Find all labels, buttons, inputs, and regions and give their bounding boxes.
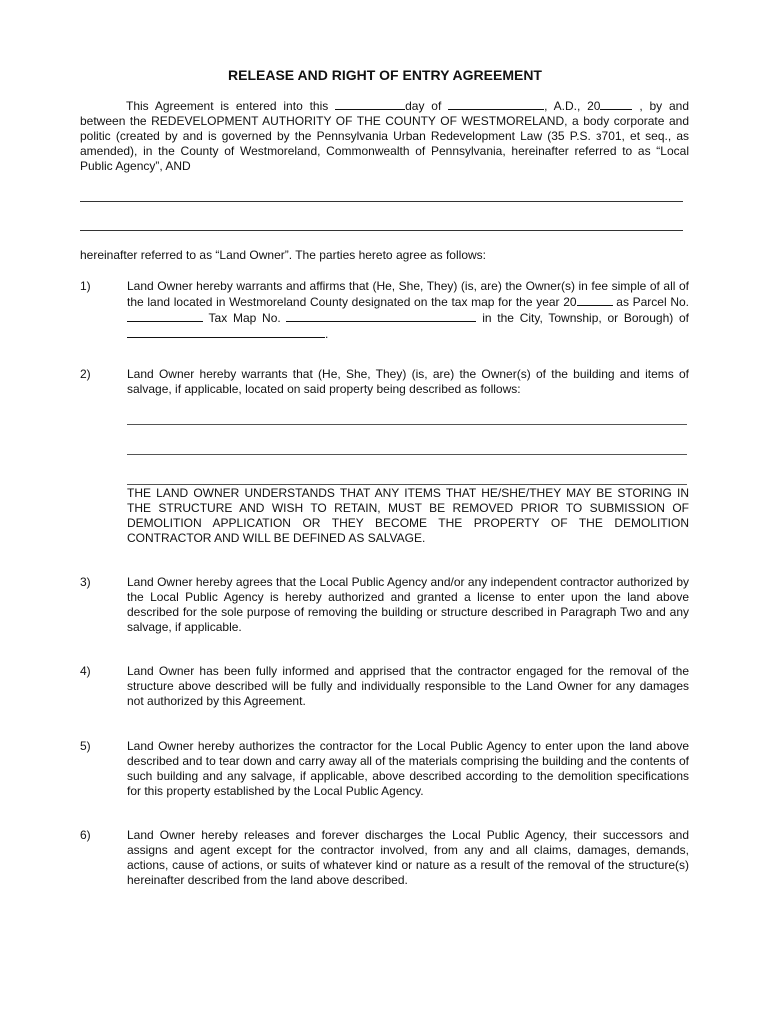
clause-number: 3)	[80, 575, 91, 589]
property-description-line-3[interactable]	[127, 484, 687, 485]
day-blank[interactable]	[335, 98, 405, 110]
salvage-notice: THE LAND OWNER UNDERSTANDS THAT ANY ITEMS THAT HE/SHE/THEY MAY BE STORING IN THE STRUCTURE AND WISH TO RETAIN, MUST BE REMOVED PRIOR TO SUBMISSION OF DEMOLITION APPLICATION OR THEY BECOME THE PROPERTY OF THE DEMOLITION CONTRACTOR AND WILL BE DEFINED AS SALVAGE.	[127, 486, 689, 545]
clause-number: 2)	[80, 367, 91, 381]
municipality-blank[interactable]	[127, 326, 325, 338]
parcel-no-blank[interactable]	[127, 310, 203, 322]
land-owner-name-line-2[interactable]	[80, 230, 683, 231]
clause-1-text-e: .	[325, 327, 329, 341]
tax-year-blank[interactable]	[577, 294, 613, 306]
clause-number: 1)	[80, 279, 91, 293]
property-description-line-2[interactable]	[127, 454, 687, 455]
clause-body: Land Owner hereby warrants that (He, She, They) (is, are) the Owner(s) of the building and items of salvage, if applicable, located on said property being described as follows:	[127, 367, 689, 396]
clause-number: 4)	[80, 664, 91, 678]
clause-1-text-c: Tax Map No.	[208, 311, 281, 325]
intro-text-a: This Agreement is entered into this	[126, 99, 329, 113]
property-description-line-1[interactable]	[127, 424, 687, 425]
clause-1-text-d: in the City, Township, or Borough) of	[482, 311, 689, 325]
clause-body: Land Owner hereby releases and forever discharges the Local Public Agency, their successors and assigns and agent except for the contractor involved, from any and all claims, damages, demands, actions, cause of actions, or suits of whatever kind or nature as a result of the removal of the structure(s) hereinafter described from the land above described.	[127, 828, 689, 887]
clause-1-text-a: Land Owner hereby warrants and affirms that (He, She, They) (is, are) the Owner(s) in fee simple of all of the land located in Westmoreland County designated on the tax map for the year 20	[127, 279, 689, 309]
month-blank[interactable]	[448, 98, 544, 110]
year-blank[interactable]	[600, 98, 632, 110]
clause-number: 6)	[80, 828, 91, 842]
clause-body: Land Owner hereby agrees that the Local Public Agency and/or any independent contractor authorized by the Local Public Agency is hereby authorized and granted a license to enter upon the land above described for the sole purpose of removing the building or structure described in Paragraph Two and any salvage, if applicable.	[127, 575, 689, 634]
intro-text-d: , by and between the REDEVELOPMENT AUTHORITY OF THE COUNTY OF WESTMORELAND, a body corporate and politic (created by and is governed by the Pennsylvania Urban Redevelopment Law (35 P.S. з701, et seq., as amended), in the County of Westmoreland, Commonwealth of Pennsylvania, hereinafter referred to as “Local Public Agency”, AND	[80, 99, 690, 173]
document-title: RELEASE AND RIGHT OF ENTRY AGREEMENT	[228, 67, 542, 83]
clause-number: 5)	[80, 739, 91, 753]
tax-map-no-blank[interactable]	[286, 310, 476, 322]
intro-text-b: day of	[405, 99, 442, 113]
clause-1-text-b: as Parcel No.	[616, 295, 689, 309]
hereinafter-text: hereinafter referred to as “Land Owner”. The parties hereto agree as follows:	[80, 248, 486, 262]
clause-body: Land Owner hereby authorizes the contractor for the Local Public Agency to enter upon the land above described and to tear down and carry away all of the materials comprising the building and the contents of such building and any salvage, if applicable, above described according to the demolition specifications for this property established by the Local Public Agency.	[127, 739, 689, 798]
intro-paragraph	[80, 98, 689, 174]
clause-body	[127, 279, 689, 342]
clause-body: Land Owner has been fully informed and apprised that the contractor engaged for the removal of the structure above described will be fully and individually responsible to the Land Owner for any damages not authorized by this Agreement.	[127, 664, 689, 708]
land-owner-name-line-1[interactable]	[80, 201, 683, 202]
intro-text-c: , A.D., 20	[544, 99, 601, 113]
